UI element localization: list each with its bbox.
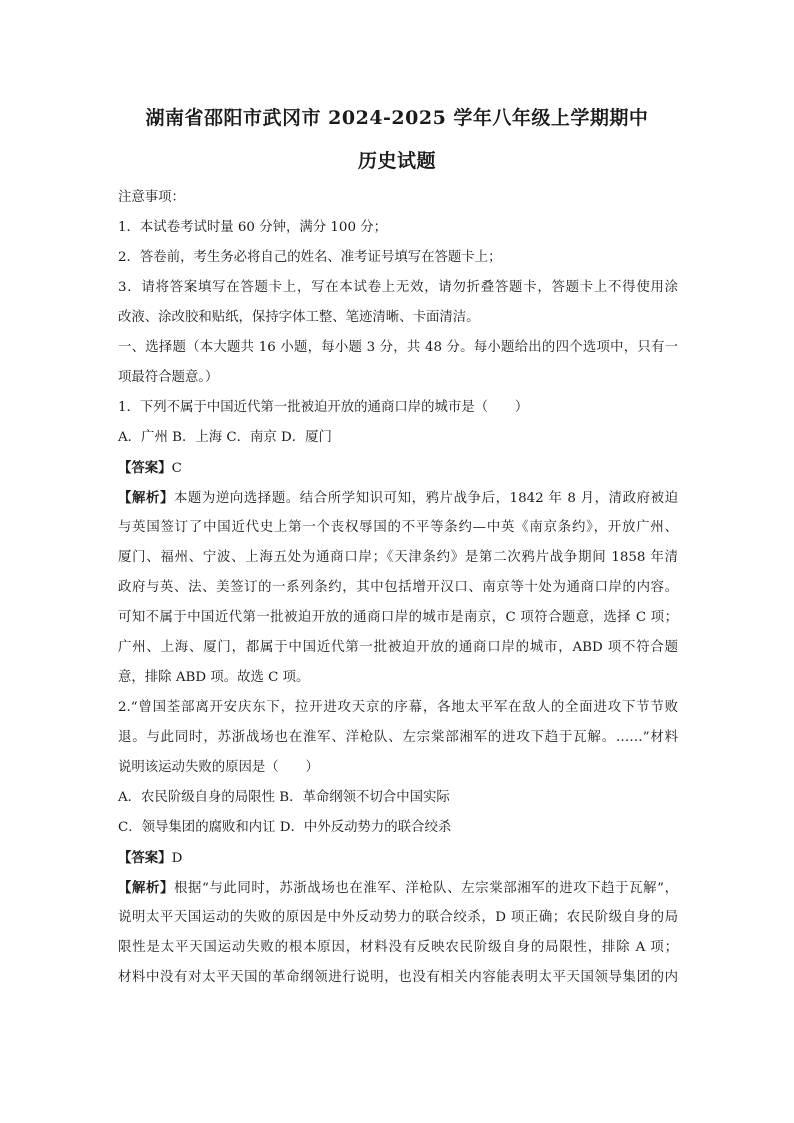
question-1-analysis-line-1 (118, 483, 678, 513)
question-2-analysis-line-2: 说明太平天国运动的失败的原因是中外反动势力的联合绞杀，D 项正确；农民阶级自身的局 (118, 910, 678, 925)
question-2-analysis-line-3: 限性是太平天国运动失败的根本原因，材料没有反映农民阶级自身的局限性，排除 A 项； (118, 940, 678, 955)
question-2-stem-line-2: 退。与此同时，苏浙战场也在淮军、洋枪队、左宗棠部湘军的进攻下趋于瓦解。……”材料 (118, 730, 678, 745)
section-heading-line-1: 一、选择题（本大题共 16 小题，每小题 3 分，共 48 分。每小题给出的四个选项中，只有一 (118, 340, 678, 355)
question-2-answer (118, 843, 678, 873)
answer-label: 【答案】 (118, 850, 172, 866)
question-2-options-line-2: C．领导集团的腐败和内讧 D．中外反动势力的联合绞杀 (118, 820, 452, 835)
analysis-text: 根据“与此同时，苏浙战场也在淮军、洋枪队、左宗棠部湘军的进攻下趋于瓦解”， (173, 881, 678, 896)
analysis-text: 本题为逆向选择题。结合所学知识可知，鸦片战争后，1842 年 8 月，清政府被迫 (173, 491, 678, 506)
question-1-answer (118, 453, 678, 483)
question-2-analysis-line-1 (118, 873, 678, 903)
page-subtitle: 历史试题 (357, 150, 436, 172)
question-1-options: A．广州 B．上海 C．南京 D．厦门 (118, 430, 332, 445)
notice-heading: 注意事项： (118, 190, 185, 205)
notice-item-1: 1．本试卷考试时量 60 分钟，满分 100 分； (118, 220, 388, 235)
notice-item-2: 2．答卷前，考生务必将自己的姓名、准考证号填写在答题卡上； (118, 250, 502, 265)
section-heading-line-2: 项最符合题意。） (118, 370, 219, 385)
document-body (118, 183, 678, 993)
question-1-analysis-line-6: 广州、上海、厦门，都属于中国近代第一批被迫开放的通商口岸的城市，ABD 项不符合题 (118, 640, 678, 655)
question-1-stem: 1．下列不属于中国近代第一批被迫开放的通商口岸的城市是（ ） (118, 400, 529, 415)
question-2-options-line-1: A．农民阶级自身的局限性 B．革命纲领不切合中国实际 (118, 790, 450, 805)
question-1-analysis-line-4: 政府与英、法、美签订的一系列条约，其中包括增开汉口、南京等十处为通商口岸的内容。 (118, 580, 678, 595)
page-title: 湖南省邵阳市武冈市 2024-2025 学年八年级上学期期中 (145, 107, 649, 129)
answer-label: 【答案】 (118, 460, 172, 476)
notice-item-3-line-1: 3．请将答案填写在答题卡上，写在本试卷上无效，请勿折叠答题卡，答题卡上不得使用涂 (118, 280, 678, 295)
answer-value: C (171, 461, 182, 476)
question-1-analysis-line-3: 厦门、福州、宁波、上海五处为通商口岸；《天津条约》是第二次鸦片战争期间 1858 年清 (118, 550, 678, 565)
question-1-analysis-line-5: 可知不属于中国近代第一批被迫开放的通商口岸的城市是南京，C 项符合题意，选择 C 项； (118, 610, 678, 625)
question-2-analysis-line-4: 材料中没有对太平天国的革命纲领进行说明，也没有相关内容能表明太平天国领导集团的内 (118, 970, 678, 985)
question-2-stem-line-1: 2.“曾国荃部离开安庆东下，拉开进攻天京的序幕，各地太平军在敌人的全面进攻下节节败 (118, 700, 678, 715)
question-1-analysis-line-7: 意，排除 ABD 项。故选 C 项。 (118, 670, 310, 685)
question-2-stem-line-3: 说明该运动失败的原因是（ ） (118, 760, 319, 775)
question-1-analysis-line-2: 与英国签订了中国近代史上第一个丧权辱国的不平等条约—中英《南京条约》，开放广州、 (118, 520, 678, 535)
answer-value: D (171, 851, 183, 866)
analysis-label: 【解析】 (118, 490, 174, 506)
notice-item-3-line-2: 改液、涂改胶和贴纸，保持字体工整、笔迹清晰、卡面清洁。 (118, 310, 480, 325)
analysis-label: 【解析】 (118, 880, 174, 896)
